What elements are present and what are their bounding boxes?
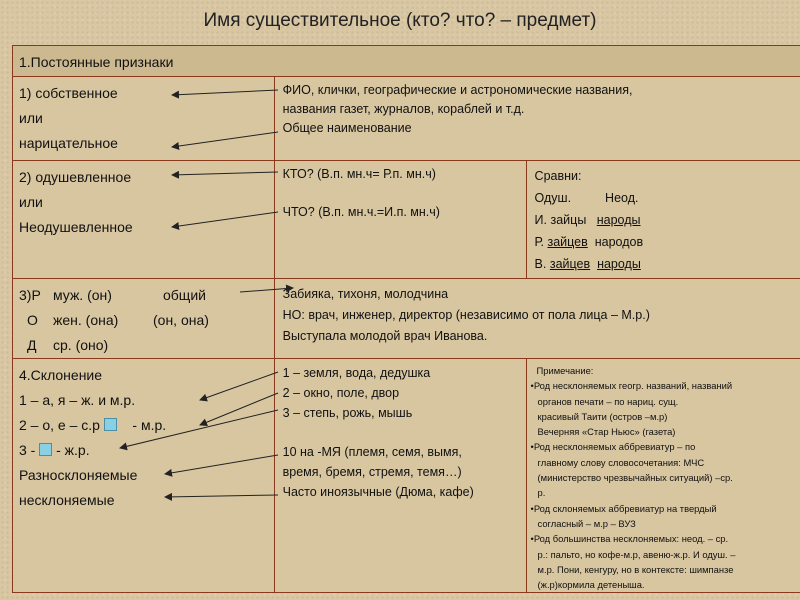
noun-features-table [12,45,800,593]
compare-col-inanimate: Неод. [605,191,639,205]
category-line: 2) одушевленное [19,169,132,185]
note-line: Вечерняя «Стар Ньюс» (газета) [537,426,676,438]
case-label: В. [534,257,547,271]
description-line: КТО? (В.п. мн.ч= Р.п. мн.ч) [282,167,436,181]
gender-text: муж. (он) [53,287,112,303]
note-line: р.: пальто, но кофе-м.р, авеню-ж.р. И одуш. – [537,548,736,560]
compare-line [535,209,800,231]
table-row [13,279,800,359]
description-cell [274,77,800,161]
note-title: Примечание: [536,365,594,376]
slide-title: Имя существительное (кто? что? – предмет) [203,10,597,31]
description-line: ФИО, клички, географические и астрономические названия, [282,83,633,97]
compare-cell [526,161,800,279]
note-line: (министерство чрезвычайных ситуаций) –ср. [537,472,733,484]
header-title: 1.Постоянные признаки [19,54,174,70]
compare-line [535,231,800,253]
description-cell [274,279,800,359]
declension-line: Разносклоняемые [19,467,138,483]
gender-text: жен. (она) [53,312,119,328]
table-row [13,161,800,279]
gender-letter: О [27,312,38,328]
table-row [13,77,800,161]
category-line: Неодушевленное [19,219,133,235]
inanimate-form: народы [597,257,641,271]
table-row [13,359,800,593]
description-line: Выступала молодой врач Иванова. [282,329,488,343]
note-line: р. [537,487,546,499]
category-line: нарицательное [19,135,118,151]
gender-line [19,308,274,333]
category-cell [13,359,275,593]
category-line: 1) собственное [19,85,118,101]
declension-text: 2 – о, е – с.р [19,417,100,433]
category-line: или [19,110,43,126]
description-cell [274,161,526,279]
description-line: НО: врач, инженер, директор (независимо от пола лица – М.р.) [282,308,650,322]
declension-text: 3 - [19,442,36,458]
declension-line: 4.Склонение [19,367,103,383]
declension-text: - м.р. [132,417,167,433]
case-label: Р. [534,235,544,249]
animate-form: зайцев [547,235,588,249]
gender-line [19,333,274,358]
header-cell [13,46,800,77]
compare-col-animate: Одуш. [534,191,572,205]
gender-letter: Д [27,337,37,353]
declension-line: 1 – а, я – ж. и м.р. [19,392,136,408]
declension-text: - ж.р. [56,442,90,458]
declension-line [19,413,274,438]
note-box [527,359,800,592]
inanimate-form: народов [594,235,644,249]
gender-extra: общий [163,287,206,303]
gender-line [19,283,274,308]
note-line: органов печати – по нариц. сущ. [537,395,679,407]
note-line: •Род несклоняемых аббревиатур – по [530,441,696,453]
example-line: 1 – земля, вода, дедушка [282,366,431,380]
gender-letter: 3)Р [19,287,41,303]
category-cell [13,161,275,279]
example-line: время, бремя, стремя, темя…) [282,465,462,479]
square-icon [39,443,52,456]
animate-form: зайцы [550,213,587,227]
note-line: главному слову словосочетания: МЧС [537,456,705,468]
animate-form: зайцев [549,257,591,271]
square-icon [104,418,117,431]
category-line: или [19,194,43,210]
description-line: названия газет, журналов, кораблей и т.д. [282,102,525,116]
note-line: м.р. Пони, кенгуру, но в контексте: шимпанзе [537,563,734,575]
example-line: 3 – степь, рожь, мышь [282,406,413,420]
example-line: 2 – окно, поле, двор [282,386,400,400]
note-line: •Род несклоняемых геогр. названий, названий [530,380,733,392]
note-line: красивый Таити (остров –м.р) [537,410,668,422]
description-line: Общее наименование [282,121,412,135]
note-line: •Род склоняемых аббревиатур на твердый [530,502,717,514]
example-line: 10 на -МЯ (племя, семя, вымя, [282,445,462,459]
note-cell [526,359,800,593]
examples-cell [274,359,526,593]
case-label: И. [534,213,548,227]
note-line: (ж.р)кормила детеныша. [537,579,645,591]
compare-line [535,253,800,275]
declension-line: несклоняемые [19,492,115,508]
example-line: Часто иноязычные (Дюма, кафе) [282,485,474,499]
gender-extra: (он, она) [153,312,209,328]
declension-line [19,438,274,463]
note-line: согласный – м.р – ВУЗ [537,517,636,529]
compare-title: Сравни: [534,169,582,183]
inanimate-form: народы [596,213,641,227]
note-line: •Род большинства несклоняемых: неод. – ср. [530,533,729,545]
category-cell [13,279,275,359]
gender-text: ср. (оно) [53,337,109,353]
table-header-row [13,46,800,77]
description-line: Забияка, тихоня, молодчина [282,287,449,301]
description-line: ЧТО? (В.п. мн.ч.=И.п. мн.ч) [282,205,440,219]
category-cell [13,77,275,161]
